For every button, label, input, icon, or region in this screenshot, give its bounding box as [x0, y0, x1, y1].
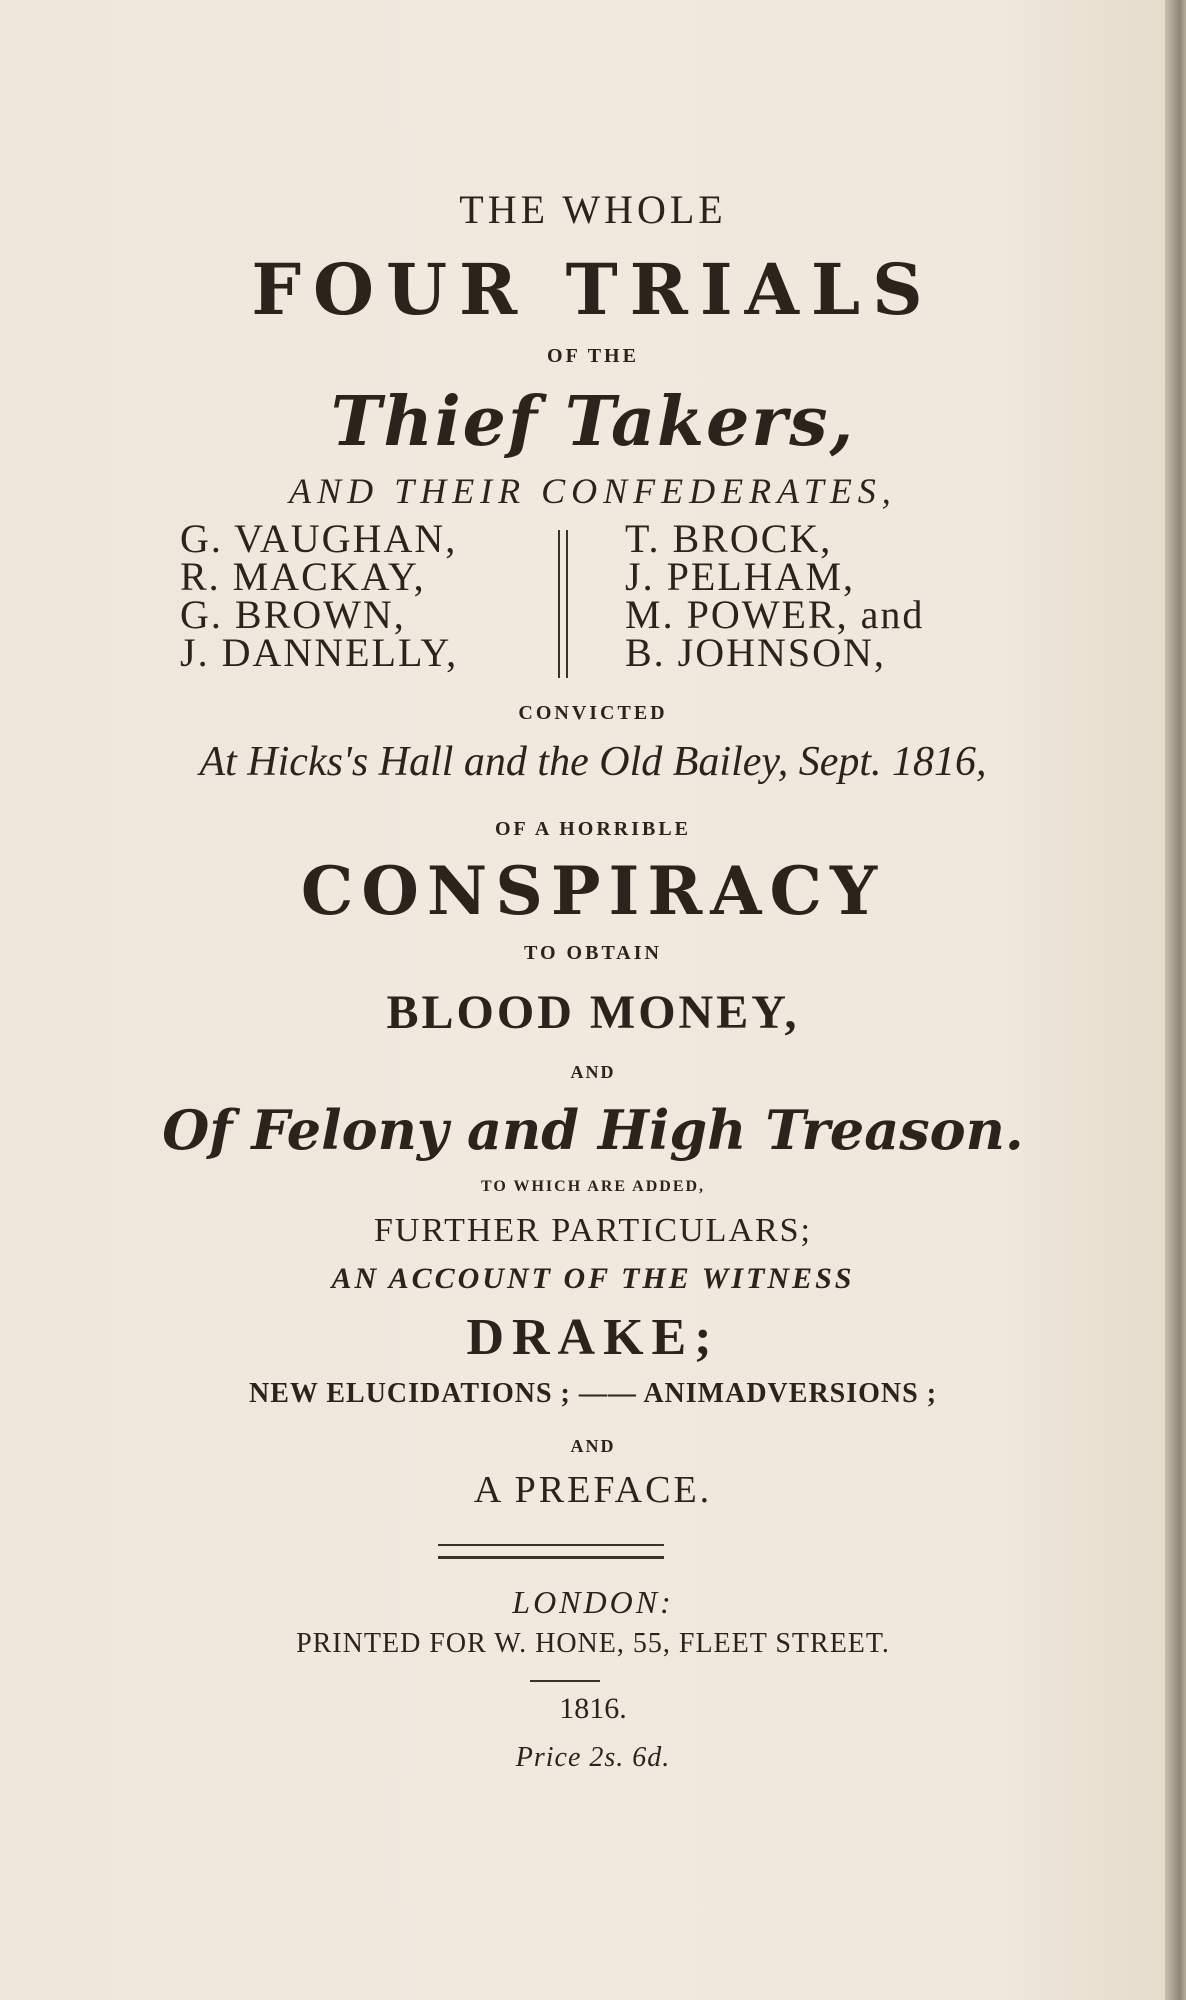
- conspiracy-heading: CONSPIRACY: [300, 852, 886, 930]
- name-entry: T. BROCK,: [625, 516, 833, 561]
- venue-date: At Hicks's Hall and the Old Bailey, Sept. 1816,: [199, 739, 987, 785]
- convicted-label: CONVICTED: [518, 702, 668, 724]
- names-left-column: [180, 516, 459, 675]
- name-entry: G. BROWN,: [180, 592, 406, 637]
- to-obtain: TO OBTAIN: [524, 942, 662, 964]
- imprint-price: Price 2s. 6d.: [515, 1742, 671, 1773]
- name-entry: G. VAUGHAN,: [180, 516, 458, 561]
- felony-treason-heading: Of Felony and High Treason.: [162, 1098, 1024, 1162]
- of-a-horrible: OF A HORRIBLE: [494, 818, 692, 840]
- imprint-year: 1816.: [559, 1692, 627, 1725]
- and-connector: AND: [570, 1436, 616, 1456]
- name-entry: B. JOHNSON,: [625, 630, 886, 675]
- title-thief-takers: Thief Takers,: [330, 382, 856, 462]
- blood-money-heading: BLOOD MONEY,: [386, 986, 800, 1039]
- names-divider: [558, 530, 568, 678]
- further-particulars: FURTHER PARTICULARS;: [373, 1212, 813, 1249]
- defendant-names: [180, 516, 940, 680]
- divider-rule: [438, 1544, 664, 1546]
- and-connector: AND: [570, 1062, 616, 1082]
- name-entry: R. MACKAY,: [180, 554, 426, 599]
- title-of-the: OF THE: [547, 345, 639, 367]
- to-which-added: TO WHICH ARE ADDED,: [480, 1178, 706, 1195]
- book-edge: [1165, 0, 1186, 2000]
- imprint-london: LONDON:: [512, 1584, 674, 1620]
- name-entry: J. DANNELLY,: [180, 630, 459, 675]
- divider-rule: [438, 1556, 664, 1559]
- preface-line: A PREFACE.: [473, 1469, 713, 1511]
- short-rule: [530, 1680, 600, 1682]
- title-four-trials: FOUR TRIALS: [251, 248, 935, 331]
- imprint-printer: PRINTED FOR W. HONE, 55, FLEET STREET.: [296, 1628, 890, 1659]
- title-the-whole: THE WHOLE: [459, 187, 727, 232]
- elucidations-line: NEW ELUCIDATIONS ; —— ANIMADVERSIONS ;: [248, 1378, 938, 1409]
- name-entry: J. PELHAM,: [625, 554, 856, 599]
- title-confederates: AND THEIR CONFEDERATES,: [289, 471, 897, 511]
- names-right-column: [625, 516, 925, 675]
- name-entry: M. POWER, and: [625, 592, 925, 637]
- drake-heading: DRAKE;: [466, 1309, 720, 1366]
- account-witness: AN ACCOUNT OF THE WITNESS: [331, 1262, 855, 1295]
